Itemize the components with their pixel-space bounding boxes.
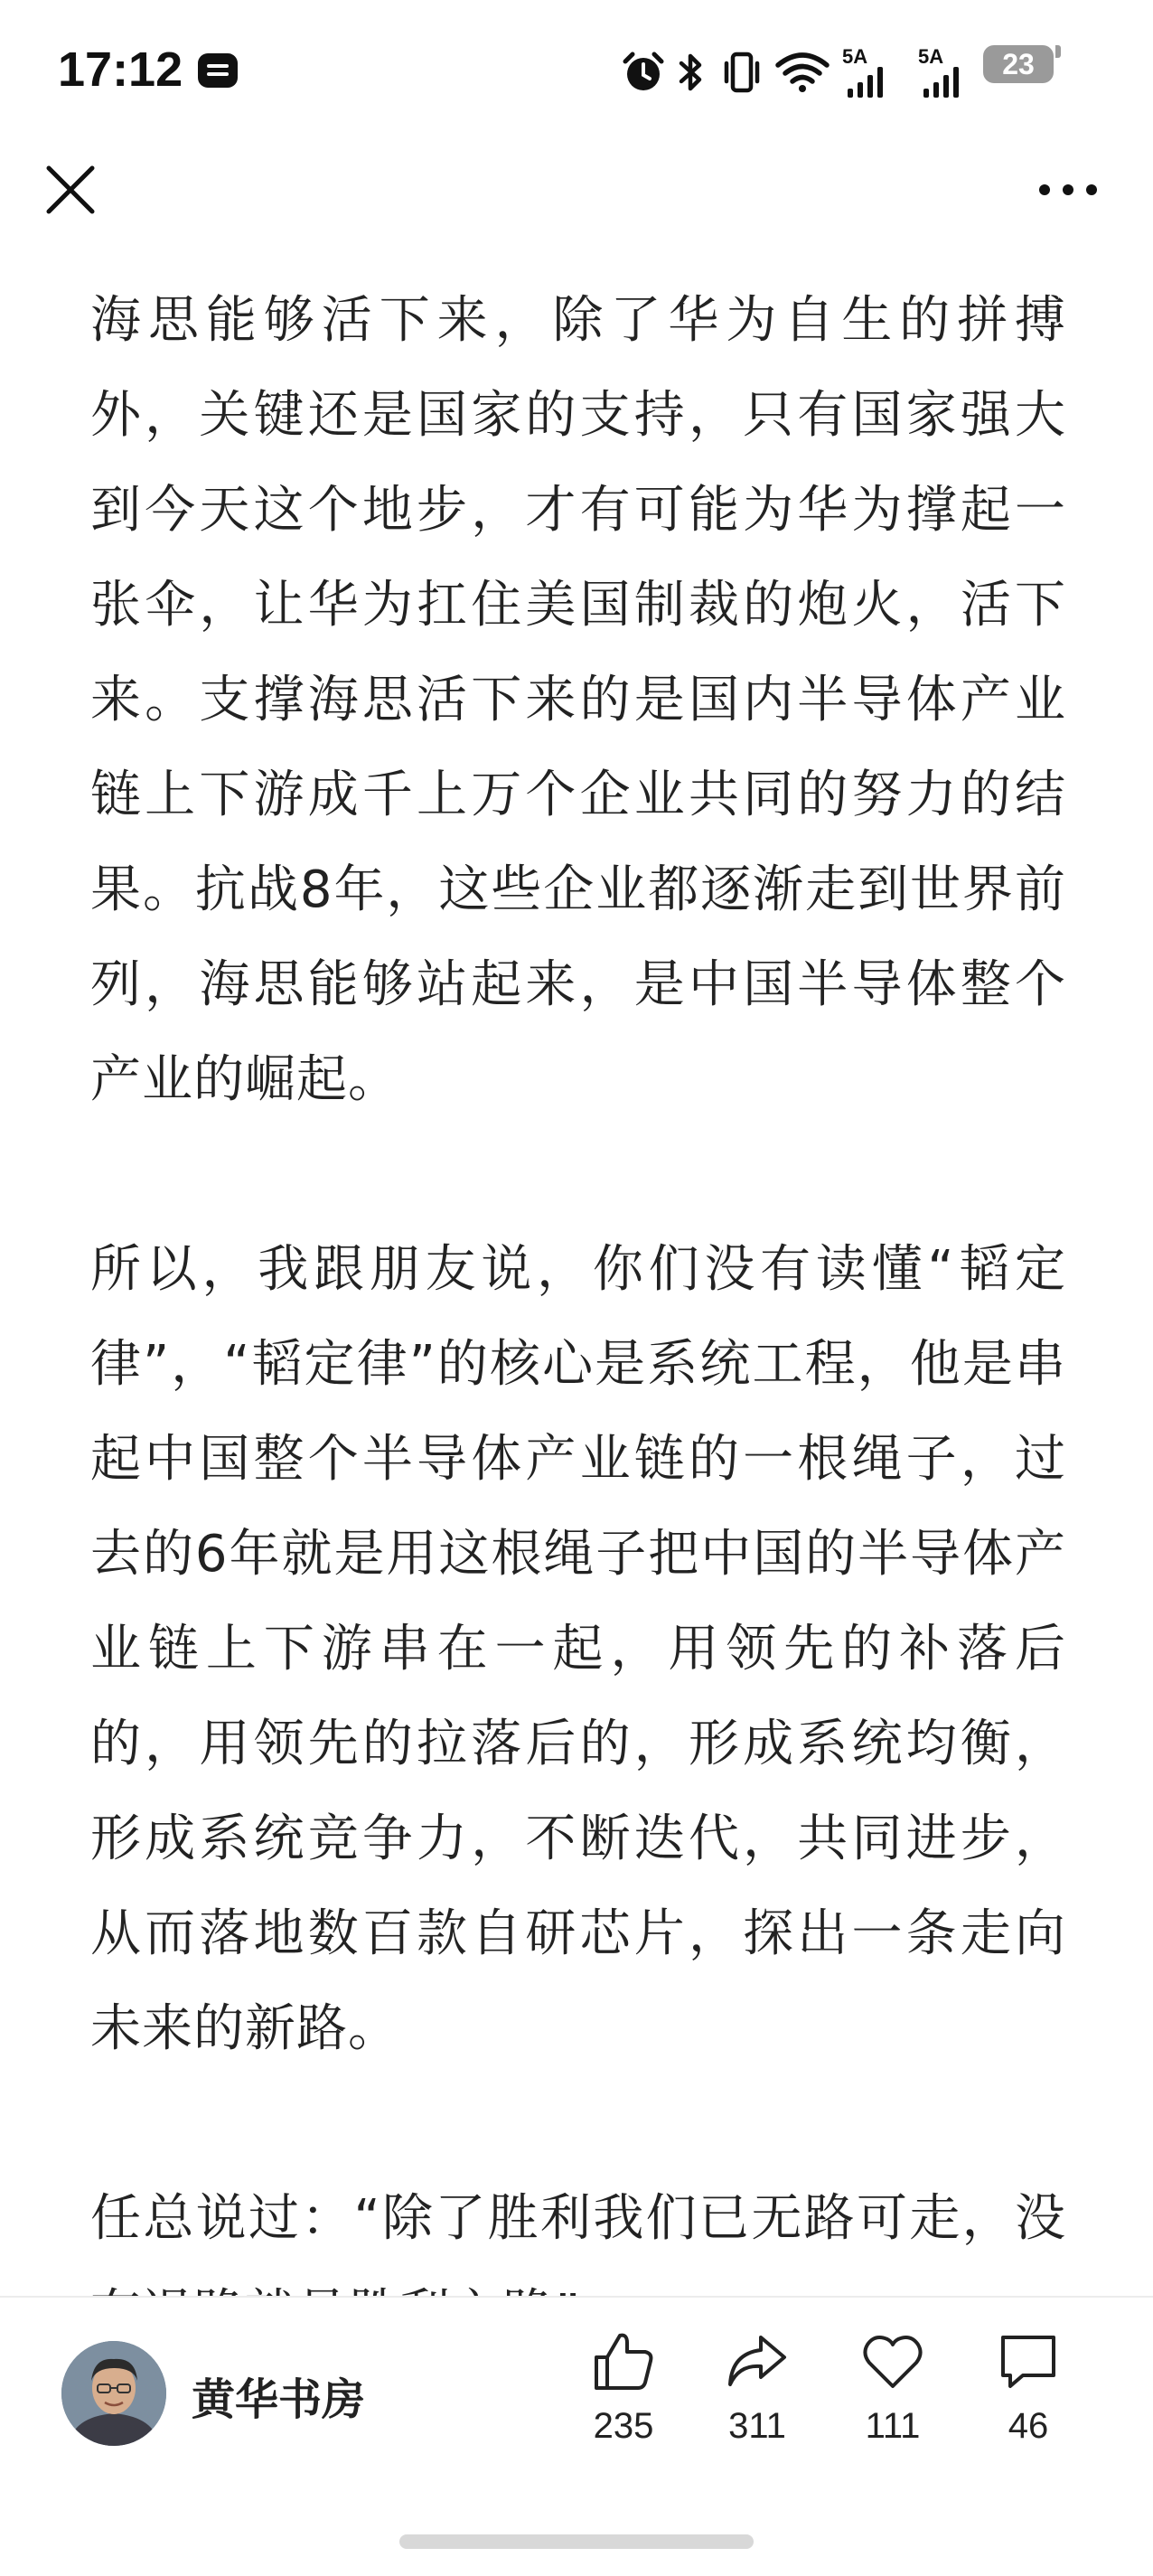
- signal-icon: [846, 65, 887, 101]
- network-type-1: 5A: [842, 45, 868, 68]
- home-indicator[interactable]: [399, 2534, 754, 2549]
- status-icons: [622, 45, 1092, 103]
- like-count: 235: [593, 2406, 654, 2446]
- thumbs-up-icon: [591, 2330, 656, 2393]
- wifi-icon: [775, 52, 830, 96]
- close-button[interactable]: [40, 159, 101, 221]
- vibrate-icon: [719, 51, 764, 98]
- more-icon: [1034, 172, 1102, 208]
- bluetooth-icon: [678, 51, 705, 98]
- message-icon: [197, 52, 239, 92]
- author-avatar[interactable]: [61, 2341, 166, 2446]
- more-button[interactable]: [1034, 172, 1102, 208]
- author-name[interactable]: 黄华书房: [192, 2374, 366, 2425]
- status-time: 17:12: [58, 42, 183, 97]
- battery-tip: [1055, 45, 1061, 58]
- close-icon: [40, 159, 101, 221]
- battery-icon: 23: [983, 45, 1054, 83]
- share-button[interactable]: [703, 2330, 811, 2447]
- network-type-2: 5A: [918, 45, 944, 68]
- comment-icon: [996, 2330, 1061, 2393]
- alarm-icon: [622, 51, 665, 98]
- share-count: 311: [728, 2406, 786, 2446]
- heart-icon: [860, 2330, 925, 2393]
- favorite-count: 111: [865, 2406, 921, 2446]
- like-button[interactable]: [569, 2330, 678, 2447]
- article-paragraph: 所以，我跟朋友说，你们没有读懂“韬定律”，“韬定律”的核心是系统工程，他是串起中国整个半导体产业链的一根绳子，过去的6年就是用这根绳子把中国的半导体产业链上下游串在一起，用领先的补落后的，用领先的拉落后的，形成系统均衡，形成系统竞争力，不断迭代，共同进步，从而落地数百款自研芯片，探出一条走向未来的新路。: [90, 1240, 1066, 2058]
- comment-button[interactable]: [974, 2330, 1083, 2447]
- article-paragraph: 任总说过：“除了胜利我们已无路可走，没: [90, 2189, 1066, 2248]
- comment-count: 46: [1008, 2406, 1049, 2446]
- article-body: [90, 273, 1066, 2361]
- favorite-button[interactable]: [839, 2330, 947, 2447]
- article-paragraph: 海思能够活下来，除了华为自生的拼搏外，关键还是国家的支持，只有国家强大到今天这个地步，才有可能为华为撑起一张伞，让华为扛住美国制裁的炮火，活下来。支撑海思活下来的是国内半导体产业链上下游成千上万个企业共同的努力的结果。抗战8年，这些企业都逐渐走到世界前列，海思能够站起来，是中国半导体整个产业的崛起。: [90, 291, 1066, 1109]
- share-icon: [725, 2330, 790, 2393]
- status-bar: [0, 0, 1153, 136]
- signal-icon: [922, 65, 963, 101]
